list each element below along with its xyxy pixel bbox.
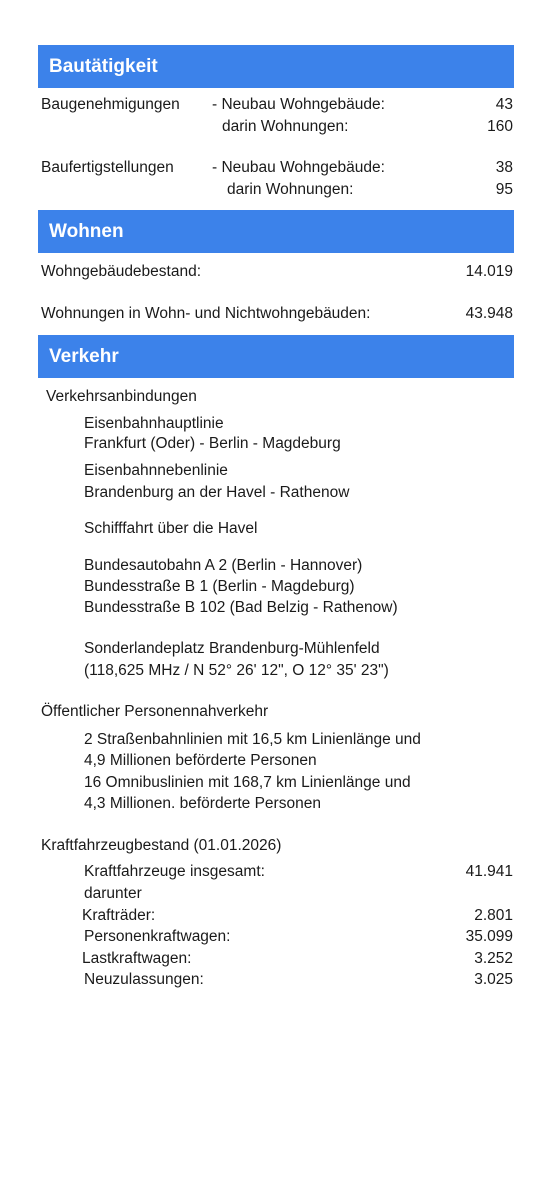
wohngebaeudebestand-value: 14.019 — [465, 263, 513, 280]
baugenehmigungen-wohnungen-value: 160 — [487, 118, 513, 135]
kfz-bestand-label: Kraftfahrzeugbestand (01.01.2026) — [41, 837, 282, 854]
anbindung-line: Bundesstraße B 1 (Berlin - Magdeburg) — [84, 578, 355, 595]
baufertigstellungen-wohnungen-label: darin Wohnungen: — [227, 181, 354, 198]
oepnv-line: 16 Omnibuslinien mit 168,7 km Linienlänge und — [84, 774, 411, 791]
anbindung-line: Bundesautobahn A 2 (Berlin - Hannover) — [84, 557, 363, 574]
kfz-item-value: 3.025 — [474, 971, 513, 988]
oepnv-line: 4,3 Millionen. beförderte Personen — [84, 795, 321, 812]
anbindung-line: Brandenburg an der Havel - Rathenow — [84, 484, 350, 501]
baufertigstellungen-neubau-label: - Neubau Wohngebäude: — [212, 159, 385, 176]
anbindung-line: Bundesstraße B 102 (Bad Belzig - Rathenow) — [84, 599, 398, 616]
baufertigstellungen-wohnungen-value: 95 — [495, 181, 513, 198]
kfz-item-label: Neuzulassungen: — [84, 971, 204, 988]
baugenehmigungen-neubau-label: - Neubau Wohngebäude: — [212, 96, 385, 113]
section-header-bautaetigkeit: Bautätigkeit — [38, 45, 514, 88]
kfz-item-label: Krafträder: — [82, 907, 156, 924]
kfz-item-value: 3.252 — [474, 950, 513, 967]
oepnv-line: 4,9 Millionen beförderte Personen — [84, 752, 317, 769]
section-header-verkehr: Verkehr — [38, 335, 514, 378]
anbindung-line: Frankfurt (Oder) - Berlin - Magdeburg — [84, 435, 341, 452]
anbindung-line: (118,625 MHz / N 52° 26' 12", O 12° 35' 23") — [84, 662, 389, 679]
kfz-item-value: 35.099 — [465, 928, 513, 945]
anbindung-line: Sonderlandeplatz Brandenburg-Mühlenfeld — [84, 640, 380, 657]
baufertigstellungen-label: Baufertigstellungen — [41, 159, 174, 176]
kfz-total-value: 41.941 — [465, 863, 513, 880]
kfz-item-label: Lastkraftwagen: — [82, 950, 192, 967]
anbindung-line: Eisenbahnnebenlinie — [84, 462, 228, 479]
kfz-item-label: Personenkraftwagen: — [84, 928, 231, 945]
wohnungen-label: Wohnungen in Wohn- und Nichtwohngebäuden: — [41, 305, 371, 322]
section-header-wohnen: Wohnen — [38, 210, 514, 253]
baufertigstellungen-neubau-value: 38 — [495, 159, 513, 176]
oepnv-label: Öffentlicher Personennahverkehr — [41, 703, 269, 720]
baugenehmigungen-neubau-value: 43 — [495, 96, 513, 113]
anbindung-line: Eisenbahnhauptlinie — [84, 415, 224, 432]
kfz-total-label: Kraftfahrzeuge insgesamt: — [84, 863, 265, 880]
kfz-darunter-label: darunter — [84, 885, 142, 902]
verkehrsanbindungen-label: Verkehrsanbindungen — [46, 388, 197, 405]
kfz-item-value: 2.801 — [474, 907, 513, 924]
baugenehmigungen-label: Baugenehmigungen — [41, 96, 180, 113]
baugenehmigungen-wohnungen-label: darin Wohnungen: — [222, 118, 349, 135]
oepnv-line: 2 Straßenbahnlinien mit 16,5 km Linienlänge und — [84, 731, 421, 748]
wohnungen-value: 43.948 — [465, 305, 513, 322]
anbindung-line: Schifffahrt über die Havel — [84, 520, 258, 537]
wohngebaeudebestand-label: Wohngebäudebestand: — [41, 263, 202, 280]
